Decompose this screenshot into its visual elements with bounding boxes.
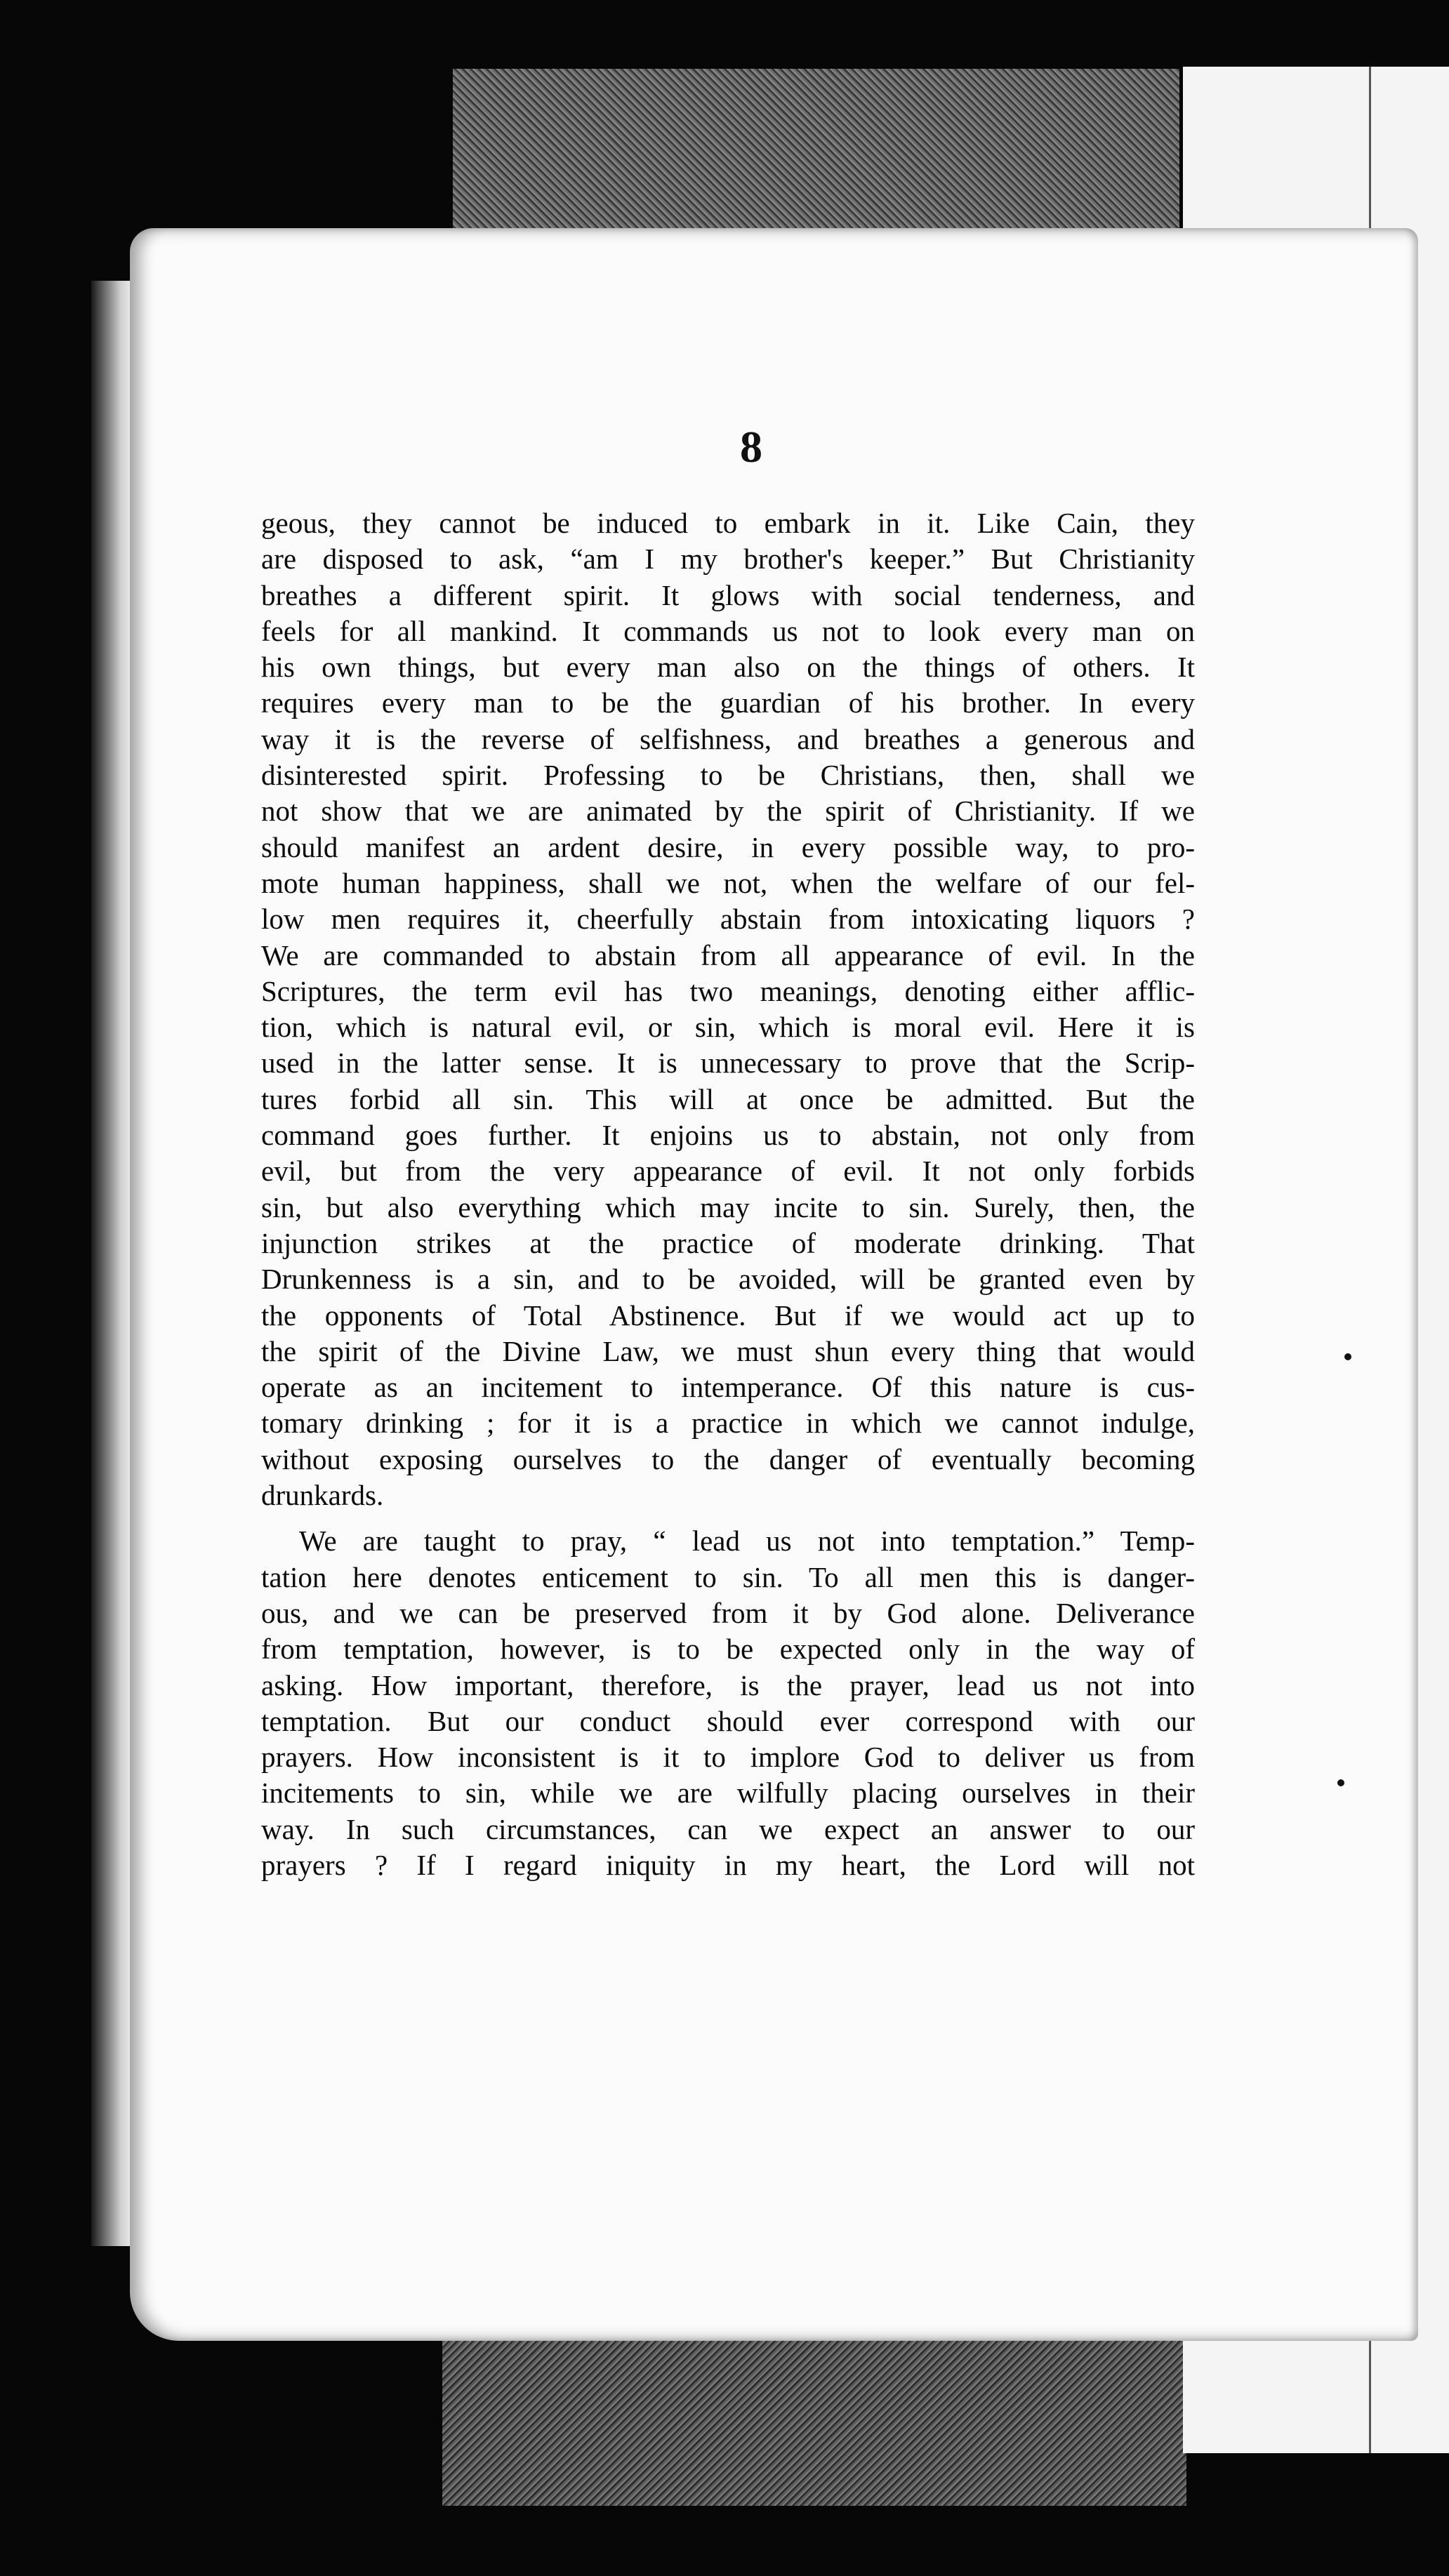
text-line: from temptation, however, is to be expected only in the way of	[261, 1633, 1195, 1666]
text-line: Scriptures, the term evil has two meanings, denoting either afflic-	[261, 974, 1195, 1007]
text-line: We are taught to pray, “ lead us not into temptation.” Temp-	[299, 1525, 1195, 1558]
text-line: tation here denotes enticement to sin. To all men this is danger-	[261, 1560, 1195, 1593]
text-line: prayers. How inconsistent is it to implore God to deliver us from	[261, 1741, 1195, 1774]
text-line: command goes further. It enjoins us to abstain, not only from	[261, 1119, 1195, 1152]
text-line: geous, they cannot be induced to embark in it. Like Cain, they	[261, 507, 1195, 539]
text-line: tomary drinking ; for it is a practice in which we cannot indulge,	[261, 1407, 1195, 1440]
text-line: low men requires it, cheerfully abstain from intoxicating liquors ?	[261, 903, 1195, 936]
text-line: incitements to sin, while we are wilfully placing ourselves in their	[261, 1777, 1195, 1810]
text-line: breathes a different spirit. It glows with social tenderness, and	[261, 578, 1195, 611]
text-line: requires every man to be the guardian of his brother. In every	[261, 686, 1195, 719]
text-line: should manifest an ardent desire, in every possible way, to pro-	[261, 830, 1195, 863]
text-line: not show that we are animated by the spirit of Christianity. If we	[261, 795, 1195, 828]
page-fold-shadow	[91, 281, 133, 2246]
text-line: Drunkenness is a sin, and to be avoided, will be granted even by	[261, 1263, 1195, 1296]
text-line: without exposing ourselves to the danger of eventually becoming	[261, 1442, 1195, 1475]
page-number: 8	[740, 422, 762, 472]
text-line: tion, which is natural evil, or sin, which is moral evil. Here it is	[261, 1011, 1195, 1044]
text-line: sin, but also everything which may incite to sin. Surely, then, the	[261, 1190, 1195, 1223]
text-line: his own things, but every man also on the things of others. It	[261, 651, 1195, 684]
page-body-text	[261, 505, 1195, 1883]
scan-speck	[1344, 1353, 1351, 1360]
text-line: the spirit of the Divine Law, we must shun every thing that would	[261, 1334, 1195, 1367]
text-line: used in the latter sense. It is unnecessary to prove that the Scrip-	[261, 1047, 1195, 1080]
paragraph-2	[261, 1523, 1195, 1883]
text-line: the opponents of Total Abstinence. But if we would act up to	[261, 1299, 1195, 1332]
paragraph-gap	[261, 1513, 1195, 1523]
text-line: are disposed to ask, “am I my brother's keeper.” But Christianity	[261, 543, 1195, 576]
scan-border-bottom	[442, 2341, 1186, 2506]
text-line: way it is the reverse of selfishness, and breathes a generous and	[261, 722, 1195, 755]
text-line: prayers ? If I regard iniquity in my heart, the Lord will not	[261, 1848, 1195, 1881]
text-line: way. In such circumstances, can we expect an answer to our	[261, 1812, 1195, 1845]
text-line: temptation. But our conduct should ever correspond with our	[261, 1704, 1195, 1737]
text-line: injunction strikes at the practice of moderate drinking. That	[261, 1226, 1195, 1259]
text-line: ous, and we can be preserved from it by God alone. Deliverance	[261, 1596, 1195, 1629]
text-line: operate as an incitement to intemperance. Of this nature is cus-	[261, 1371, 1195, 1404]
text-line: tures forbid all sin. This will at once be admitted. But the	[261, 1082, 1195, 1115]
text-line: mote human happiness, shall we not, when the welfare of our fel-	[261, 866, 1195, 899]
text-line: disinterested spirit. Professing to be Christians, then, shall we	[261, 759, 1195, 792]
text-line: asking. How important, therefore, is the prayer, lead us not into	[261, 1668, 1195, 1701]
scan-speck	[1337, 1779, 1344, 1786]
scan-border-top	[453, 69, 1179, 230]
text-line: feels for all mankind. It commands us not to look every man on	[261, 614, 1195, 647]
text-line: We are commanded to abstain from all appearance of evil. In the	[261, 938, 1195, 971]
paragraph-1	[261, 505, 1195, 1513]
text-line: evil, but from the very appearance of evil. It not only forbids	[261, 1155, 1195, 1188]
text-line: drunkards.	[261, 1479, 384, 1512]
